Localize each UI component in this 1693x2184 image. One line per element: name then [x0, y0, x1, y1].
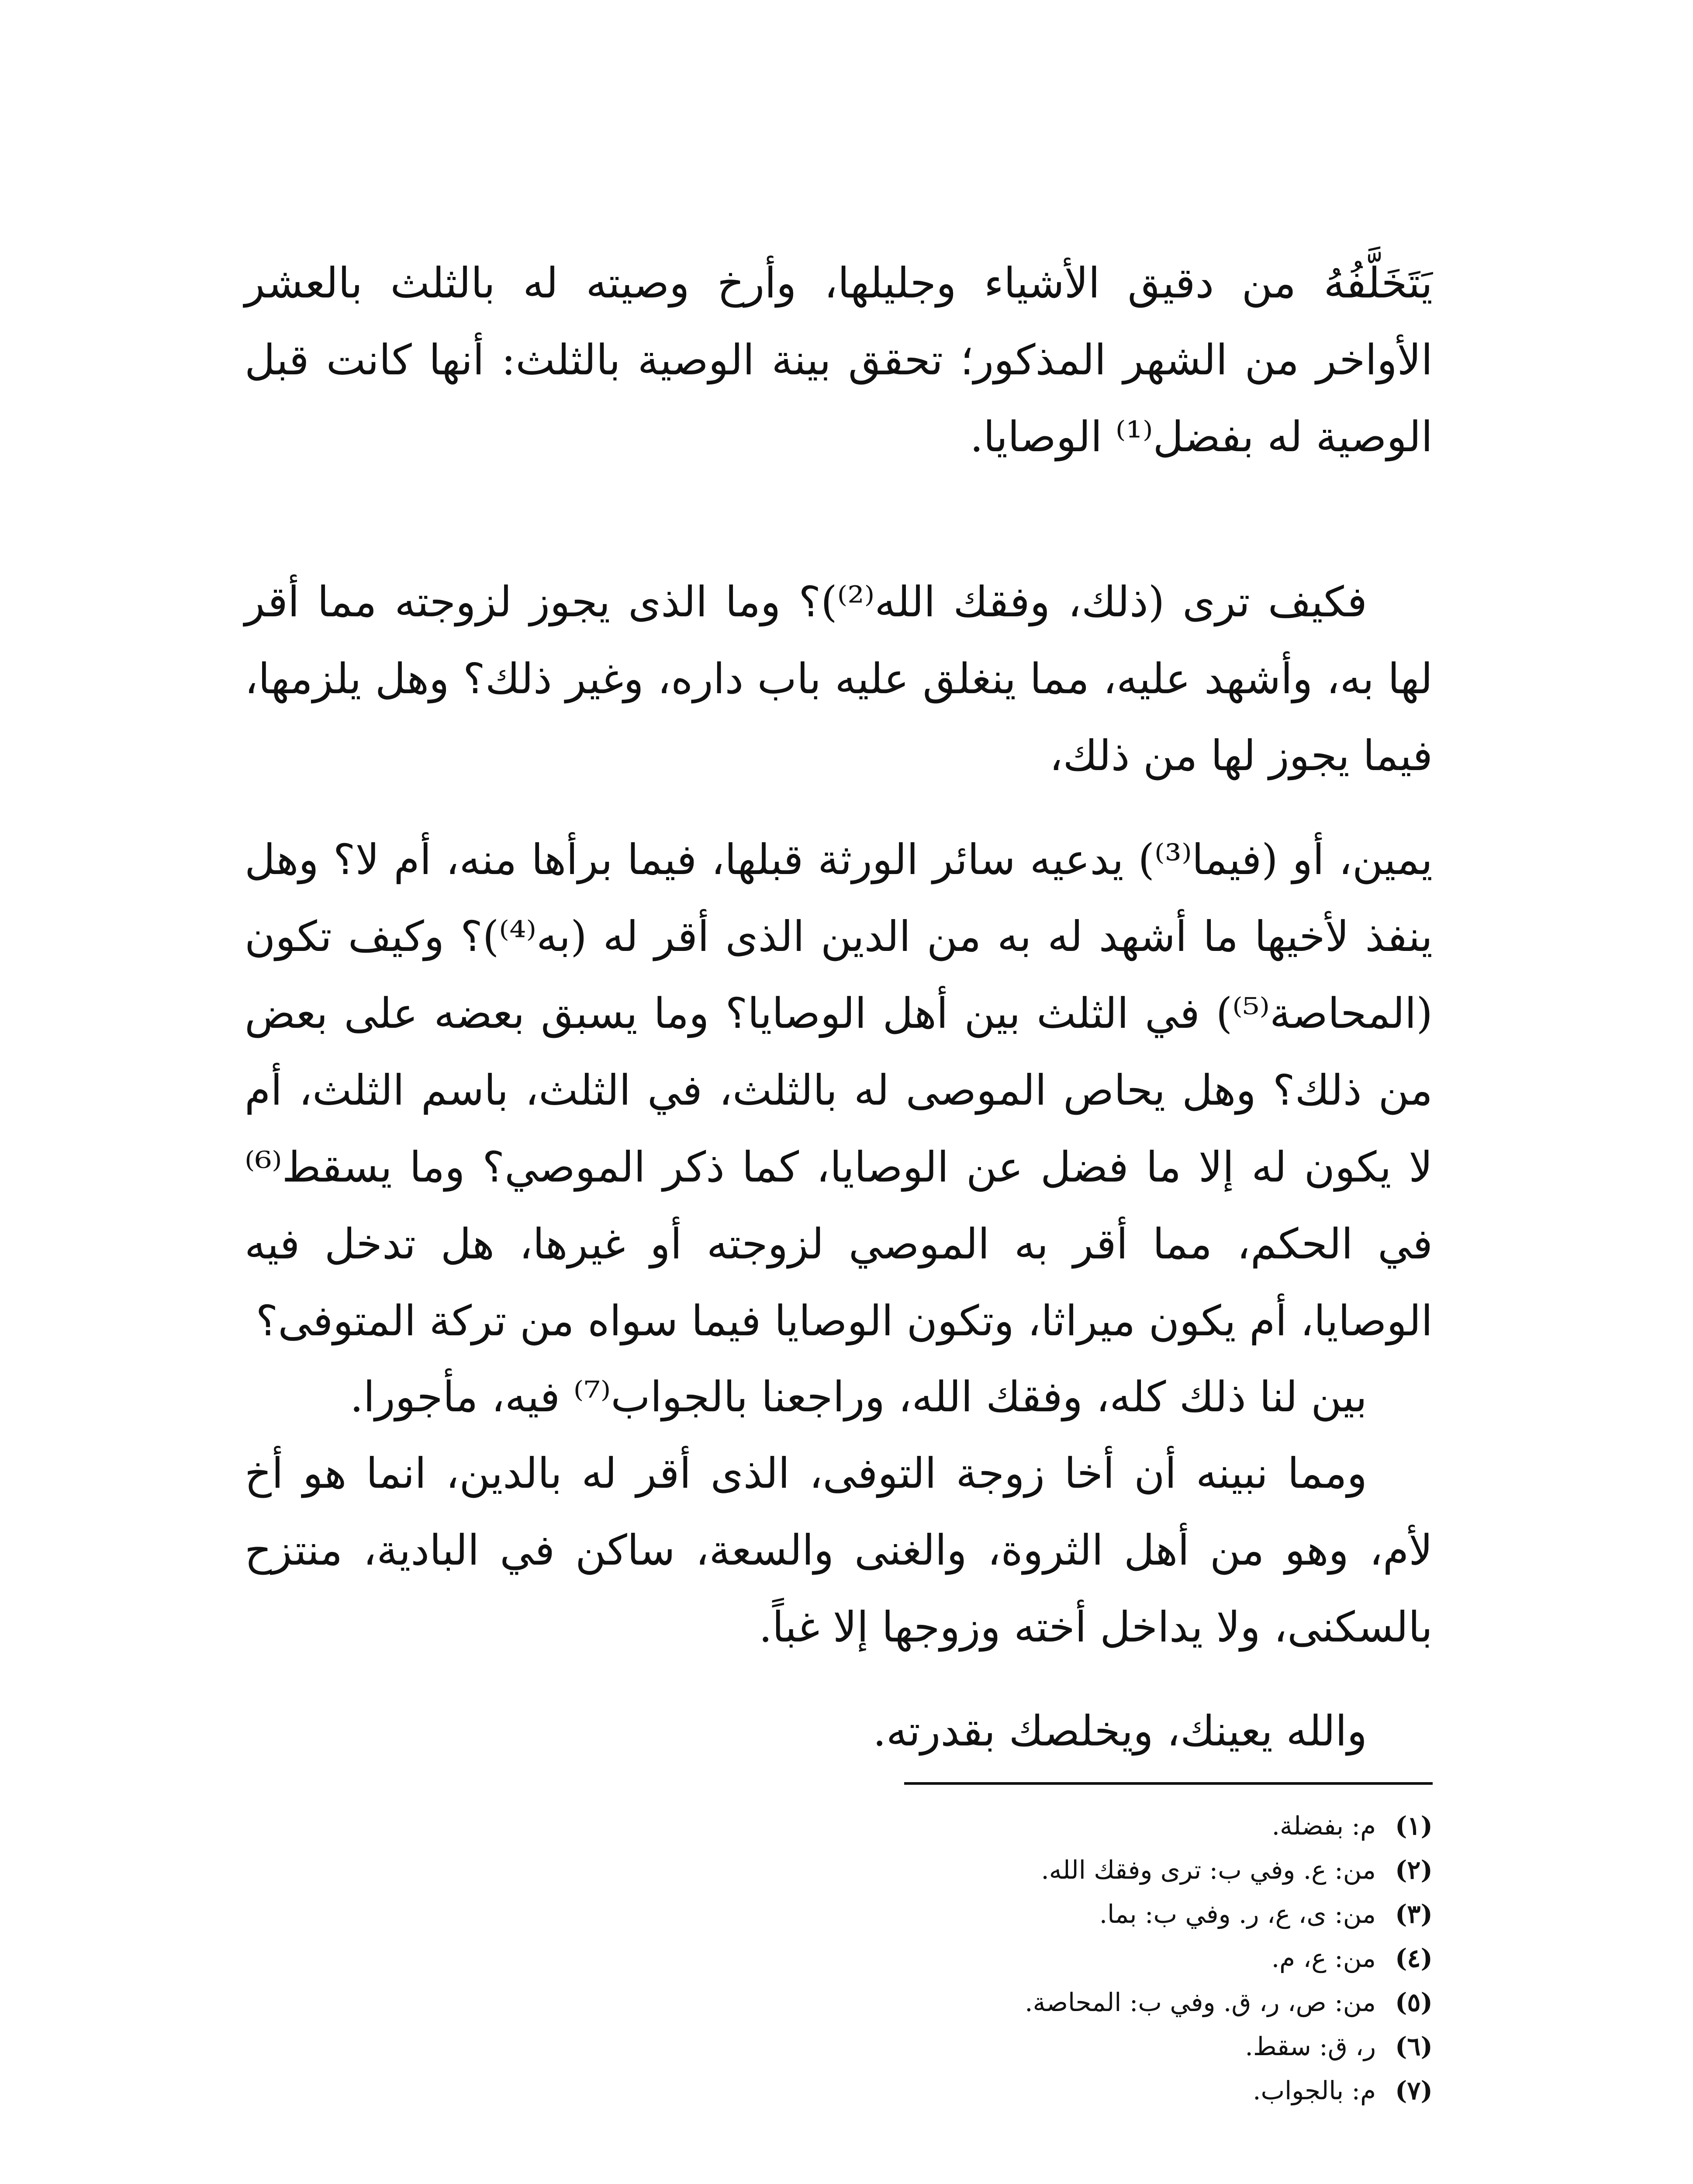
footnote-number: (٤): [1395, 1943, 1433, 1973]
footnote-number: (٣): [1395, 1899, 1433, 1929]
footnote-text: من: ع، م.: [1271, 1943, 1376, 1973]
footnote-text: ر، ق: سقط.: [1245, 2032, 1376, 2061]
footnote-text: م: بفضلة.: [1271, 1811, 1376, 1841]
footnote-text: من: ى، ع، ر. وفي ب: بما.: [1099, 1899, 1376, 1929]
footnote-number: (٧): [1395, 2076, 1433, 2105]
footnote-text: من: ع. وفي ب: ترى وفقك الله.: [1041, 1855, 1376, 1885]
footnote-item: [699, 1804, 1433, 1848]
footnotes: [699, 1804, 1433, 2113]
body-paragraph: بين لنا ذلك كله، وفقك الله، وراجعنا بالجواب⁽⁷⁾ فيه، مأجورا.: [350, 1372, 1367, 1421]
body-paragraph: يمين، أو (فيما⁽³⁾) يدعيه سائر الورثة قبلها، فيما برأها منه، أم لا؟ وهل ينفذ لأخيها ما أشهد له به من الدين الذى أقر له (به⁽⁴⁾)؟ وكيف تكون (المحاصة⁽⁵⁾) في الثلث بين أهل الوصايا؟ وما يسبق بعضه على بعض من ذلك؟ وهل يحاص الموصى له بالثلث، في الثلث، باسم الثلث، أم لا يكون له إلا ما فضل عن الوصايا، كما ذكر الموصي؟ وما يسقط⁽⁶⁾ في الحكم، مما أقر به الموصي لزوجته أو غيرها، هل تدخل فيه الوصايا، أم يكون ميراثا، وتكون الوصايا فيما سواه من تركة المتوفى؟: [245, 835, 1433, 1345]
footnote-number: (٢): [1395, 1855, 1433, 1885]
body-paragraph: ومما نبينه أن أخا زوجة التوفى، الذى أقر له بالدين، انما هو أخ لأم، وهو من أهل الثروة، والغنى والسعة، ساكن في البادية، منتزح بالسكنى، ولا يداخل أخته وزوجها إلا غباً.: [245, 1449, 1433, 1652]
body-paragraph: والله يعينك، ويخلصك بقدرته.: [873, 1707, 1367, 1755]
body-paragraph: يَتَخَلَّفُهُ من دقيق الأشياء وجليلها، وأرخ وصيته له بالثلث بالعشر الأواخر من الشهر المذكور؛ تحقق بينة الوصية بالثلث: أنها كانت قبل الوصية له بفضل⁽¹⁾ الوصايا.: [245, 259, 1433, 461]
footnote-item: [699, 1980, 1433, 2025]
body-paragraph: فكيف ترى (ذلك، وفقك الله⁽²⁾)؟ وما الذى يجوز لزوجته مما أقر لها به، وأشهد عليه، مما ينغلق عليه باب داره، وغير ذلك؟ وهل يلزمها، فيما يجوز لها من ذلك،: [245, 577, 1433, 780]
footnote-number: (٥): [1395, 1987, 1433, 2017]
footnote-item: [699, 2025, 1433, 2069]
footnote-number: (١): [1395, 1811, 1433, 1841]
footnote-item: [699, 1892, 1433, 1936]
footnote-item: [699, 2069, 1433, 2113]
footnote-number: (٦): [1395, 2032, 1433, 2061]
footnote-item: [699, 1936, 1433, 1980]
footnote-text: من: ص، ر، ق. وفي ب: المحاصة.: [1025, 1987, 1376, 2017]
footnote-separator: [904, 1782, 1433, 1785]
footnote-item: [699, 1848, 1433, 1892]
footnote-text: م: بالجواب.: [1253, 2076, 1376, 2105]
